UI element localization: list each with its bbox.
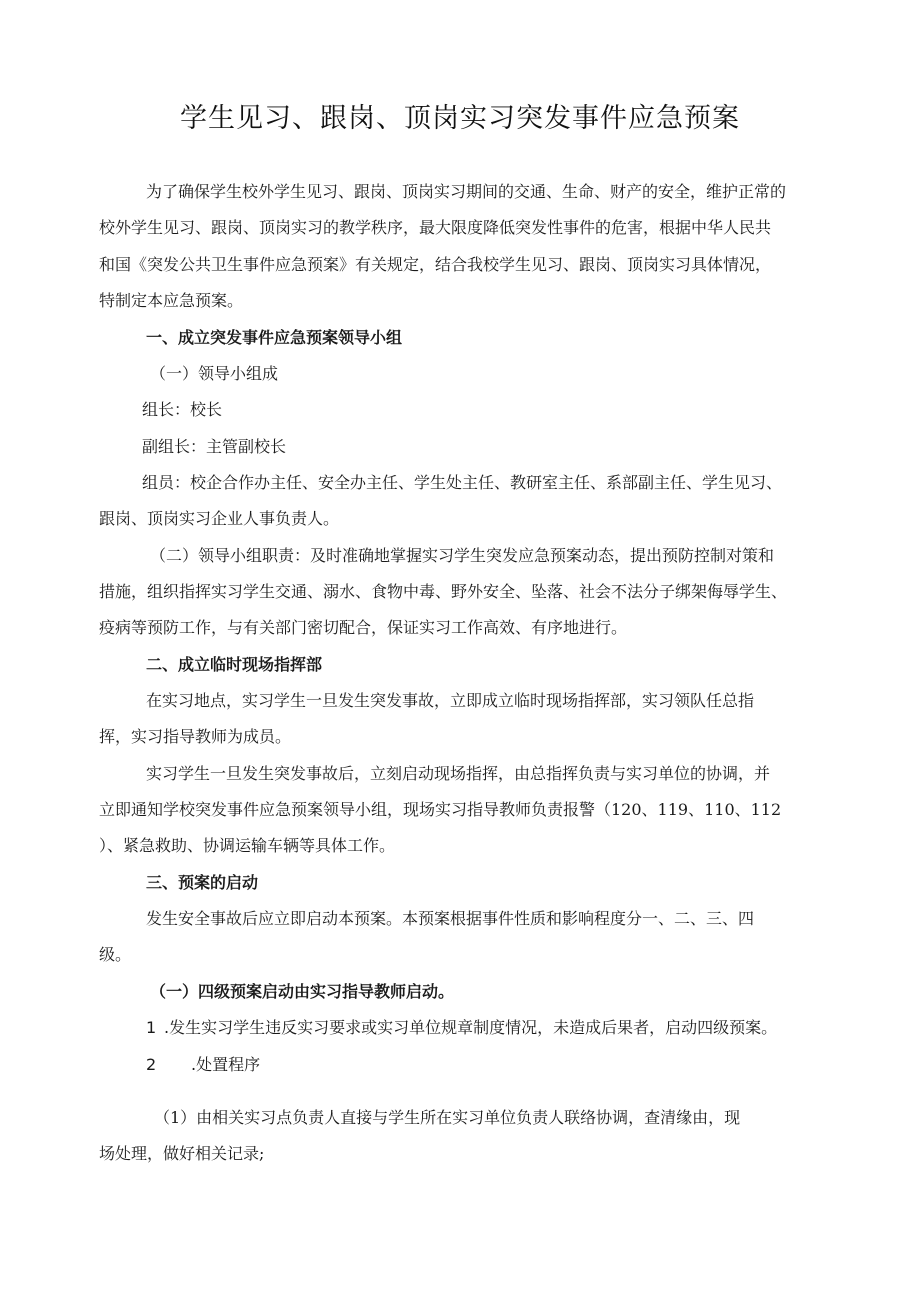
item1-number: 1 <box>146 1018 157 1037</box>
duties-line-2: 措施，组织指挥实习学生交通、溺水、食物中毒、野外安全、坠落、社会不法分子绑架侮辱学生、 <box>99 582 788 601</box>
section2-p1-line-2: 挥，实习指导教师为成员。 <box>99 727 292 746</box>
intro-line-4: 特制定本应急预案。 <box>99 291 244 310</box>
intro-line-1: 为了确保学生校外学生见习、跟岗、顶岗实习期间的交通、生命、财产的安全，维护正常的 <box>146 182 787 201</box>
section2-p2-line-1: 实习学生一旦发生突发事故后，立刻启动现场指挥，由总指挥负责与实习单位的协调，并 <box>146 764 771 783</box>
document-title: 学生见习、跟岗、顶岗实习突发事件应急预案 <box>180 103 740 134</box>
proc1-line-1: （1）由相关实习点负责人直接与学生所在实习单位负责人联络协调，查清缘由，现 <box>154 1108 741 1127</box>
leader-line: 组长：校长 <box>142 400 223 419</box>
section1-sub1: （一）领导小组成 <box>150 364 279 383</box>
section2-p1-line-1: 在实习地点，实习学生一旦发生突发事故，立即成立临时现场指挥部，实习领队任总指 <box>146 691 755 710</box>
intro-line-3: 和国《突发公共卫生事件应急预案》有关规定，结合我校学生见习、跟岗、顶岗实习具体情况， <box>99 255 772 274</box>
intro-line-2: 校外学生见习、跟岗、顶岗实习的教学秩序，最大限度降低突发性事件的危害，根据中华人民共 <box>99 218 772 237</box>
duties-line-1: （二）领导小组职责：及时准确地掌握实习学生突发应急预案动态，提出预防控制对策和 <box>150 546 775 565</box>
duties-line-3: 疫病等预防工作，与有关部门密切配合，保证实习工作高效、有序地进行。 <box>99 618 628 637</box>
members-line-1: 组员：校企合作办主任、安全办主任、学生处主任、教研室主任、系部副主任、学生见习、 <box>142 473 783 492</box>
section1-heading: 一、成立突发事件应急预案领导小组 <box>146 328 403 347</box>
section3-p1-line-1: 发生安全事故后应立即启动本预案。本预案根据事件性质和影响程度分一、二、三、四 <box>146 909 755 928</box>
members-line-2: 跟岗、顶岗实习企业人事负责人。 <box>99 509 340 528</box>
item2-number: 2 <box>146 1055 157 1074</box>
section3-heading: 三、预案的启动 <box>146 873 259 892</box>
section2-p2-line-3: ）、紧急救助、协调运输车辆等具体工作。 <box>99 836 396 855</box>
section3-p1-line-2: 级。 <box>99 945 132 964</box>
item1-text: .发生实习学生违反实习要求或实习单位规章制度情况，未造成后果者，启动四级预案。 <box>164 1018 778 1037</box>
section2-p2-line-2: 立即通知学校突发事件应急预案领导小组，现场实习指导教师负责报警（120、119、110、112 <box>99 800 782 819</box>
item2-text: .处置程序 <box>191 1055 261 1074</box>
deputy-line: 副组长：主管副校长 <box>142 437 287 456</box>
section3-sub1: （一）四级预案启动由实习指导教师启动。 <box>150 982 455 1001</box>
proc1-line-2: 场处理，做好相关记录; <box>99 1144 265 1163</box>
section2-heading: 二、成立临时现场指挥部 <box>146 655 323 674</box>
